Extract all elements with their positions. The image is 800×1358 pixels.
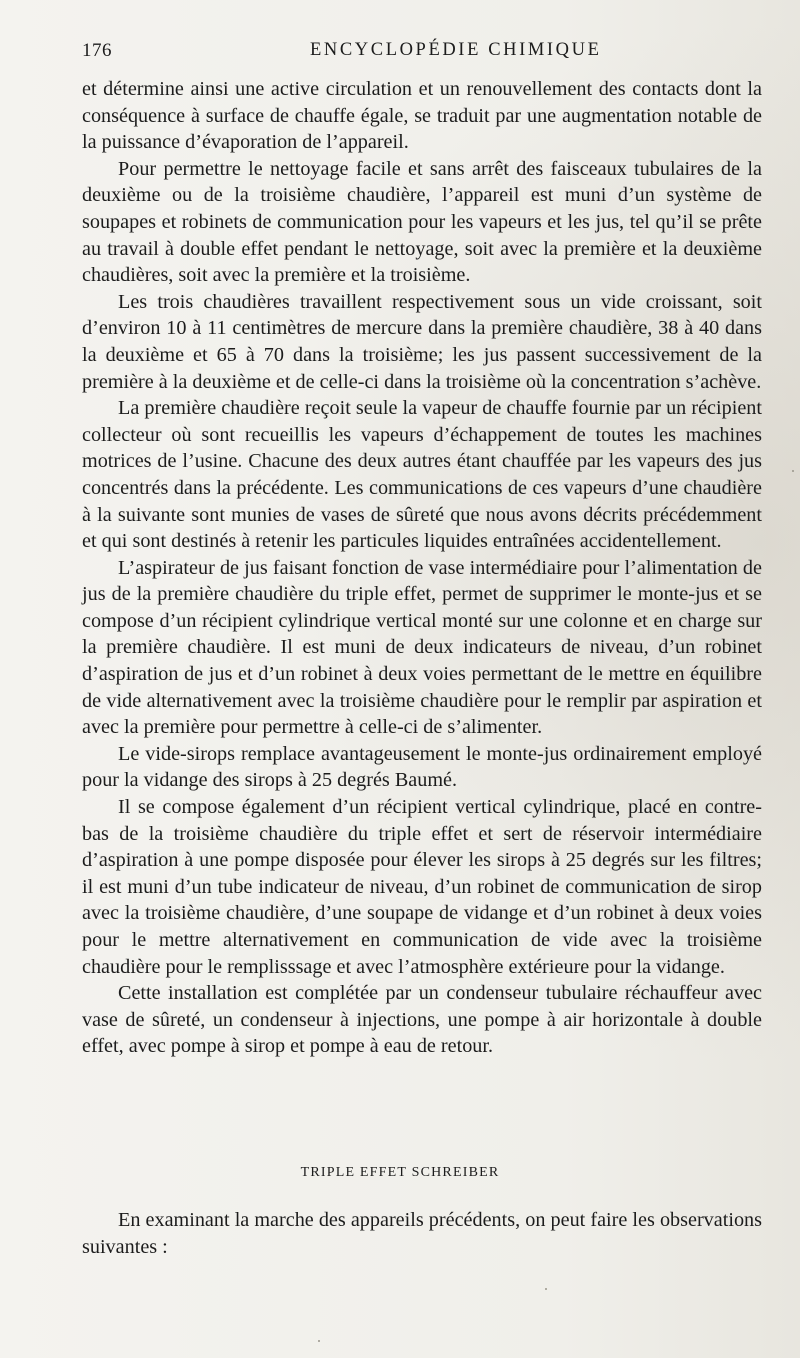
paper-speck xyxy=(318,1340,320,1342)
paragraph-recipient-vertical: Il se compose également d’un récipient vertical cylindrique, placé en contre-bas de la troisième chaudière du triple effet et sert de réservoir intermédiaire d’aspiration à une pompe disposée pour élever les sirops à 25 degrés sur les filtres; il est muni d’un tube indicateur de niveau, d’un robinet de communication de sirop avec la troisième chaudière, d’une soupape de vidange et d’un robinet à deux voies pour le mettre alternativement en communication de vide avec la troisième chaudière pour le remplisssage et avec l’atmosphère extérieure pour la vidange. xyxy=(82,796,762,978)
paragraph-aspirateur-de-jus: L’aspirateur de jus faisant fonction de vase intermédiaire pour l’alimentation de jus de la première chaudière du triple effet, permet de supprimer le monte-jus et se compose d’un récipient cylindrique vertical monté sur une colonne et en charge sur la première chaudière. Il est muni de deux indicateurs de niveau, d’un robinet d’aspiration de jus et d’un robinet à deux voies permettant de le mettre en équilibre de vide alternativement avec la troisième chaudière pour le remplir par aspiration et avec la première pour permettre à celle-ci de s’alimenter. xyxy=(82,556,762,739)
paragraph-observations: En examinant la marche des appareils précédents, on peut faire les observations suivantes : xyxy=(82,1209,762,1258)
section-body xyxy=(82,1207,762,1260)
paragraph-nettoyage: Pour permettre le nettoyage facile et sans arrêt des faisceaux tubulaires de la deuxième ou de la troisième chaudière, l’appareil est muni d’un système de soupapes et robinets de communication pour les vapeurs et les jus, tel qu’il se prête au travail à double effet pendant le nettoyage, soit avec la première et la deuxième chaudières, soit avec la première et la troisième. xyxy=(82,157,762,287)
page-number: 176 xyxy=(82,40,112,61)
paper-speck xyxy=(792,470,794,472)
paragraph-vapeur-de-chauffe: La première chaudière reçoit seule la vapeur de chauffe fournie par un récipient collecteur où sont recueillis les vapeurs d’échappement de toutes les machines motrices de l’usine. Chacune des deux autres étant chauffée par les vapeurs des jus concentrés dans la précédente. Les communications de ces vapeurs d’une chaudière à la suivante sont munies de vases de sûreté que nous avons décrits précédemment et qui sont destinés à retenir les particules liquides entraînées accidentellement. xyxy=(82,397,762,553)
paragraph-installation: Cette installation est complétée par un condenseur tubulaire réchauffeur avec vase de sûreté, un condenseur à injections, une pompe à air horizontale à double effet, avec pompe à sirop et pompe à eau de retour. xyxy=(82,982,762,1058)
section-heading: TRIPLE EFFET SCHREIBER xyxy=(300,1165,500,1180)
paragraph-vide-croissant: Les trois chaudières travaillent respectivement sous un vide croissant, soit d’environ 10 à 11 centimètres de mercure dans la première chaudière, 38 à 40 dans la deuxième et 65 à 70 dans la troisième; les jus passent successivement de la première à la deuxième et de celle-ci dans la troisième où la concentration s’achève. xyxy=(82,290,762,393)
paragraph-vide-sirops: Le vide-sirops remplace avantageusement le monte-jus ordinairement employé pour la vidange des sirops à 25 degrés Baumé. xyxy=(82,742,762,792)
paragraph-continuation: et détermine ainsi une active circulation et un renouvellement des contacts dont la conséquence à surface de chauffe égale, se traduit par une augmentation notable de la puissance d’évaporation de l’appareil. xyxy=(82,78,762,154)
running-title: ENCYCLOPÉDIE CHIMIQUE xyxy=(310,40,602,60)
body-text xyxy=(82,76,762,1060)
page-header xyxy=(82,38,772,66)
paper-speck xyxy=(545,1288,547,1290)
